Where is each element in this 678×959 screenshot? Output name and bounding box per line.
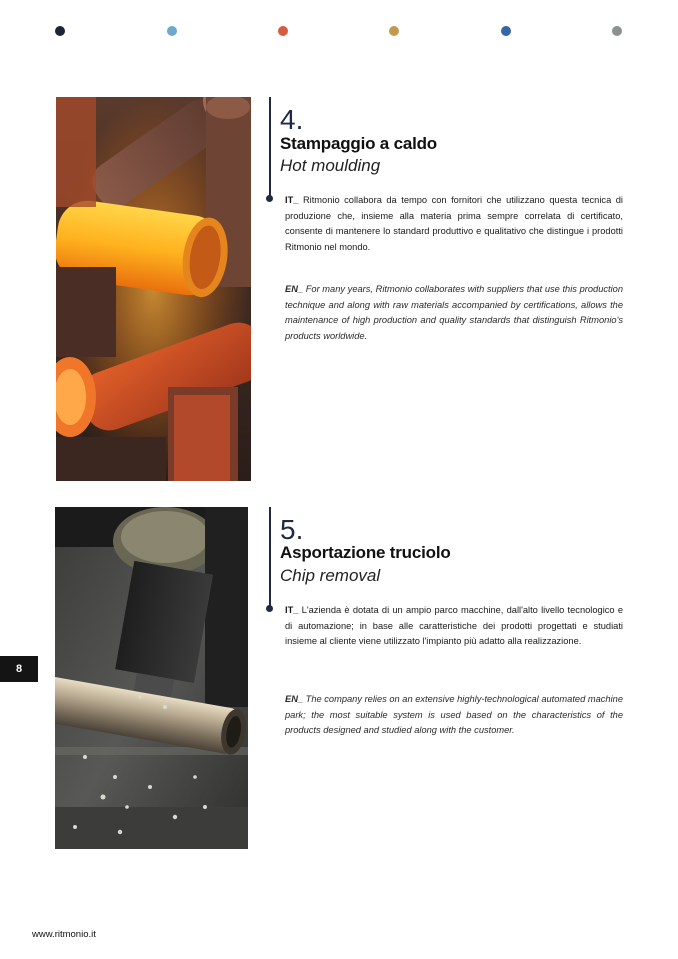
nav-dot-1 xyxy=(55,26,65,36)
section4-bullet xyxy=(266,195,273,202)
nav-dot-2 xyxy=(167,26,177,36)
chip-removal-photo xyxy=(55,507,248,849)
section4-number: 4. xyxy=(280,104,304,135)
nav-dot-6 xyxy=(612,26,622,36)
section4-title-it: Stampaggio a caldo xyxy=(280,134,437,153)
section4-en-body: For many years, Ritmonio collaborates with suppliers that use this production technique and along with raw materials accompanied by certifications, allows the maintenance of high production and quality standards that distinguish Ritmonio's products worldwide. xyxy=(285,284,623,342)
page-number-tab: 8 xyxy=(0,656,38,682)
section5-en-prefix: EN_ xyxy=(285,694,304,704)
section5-text-it xyxy=(285,603,623,650)
section5-title-en: Chip removal xyxy=(280,566,381,585)
section5-title-it: Asportazione truciolo xyxy=(280,543,451,562)
footer-website[interactable]: www.ritmonio.it xyxy=(32,929,96,940)
section5-number: 5. xyxy=(280,514,304,545)
section4-it-prefix: IT_ xyxy=(285,195,299,205)
section4-text-en xyxy=(285,282,623,345)
section5-it-prefix: IT_ xyxy=(285,605,299,615)
nav-dot-4 xyxy=(389,26,399,36)
hot-moulding-photo xyxy=(56,97,251,481)
section4-divider xyxy=(269,97,271,199)
nav-dot-3 xyxy=(278,26,288,36)
section5-divider xyxy=(269,507,271,609)
section4-it-body: Ritmonio collabora da tempo con fornitori che utilizzano questa tecnica di produzione che, insieme alla materia prima sempre correlata di certificato, consente di mantenere lo standard produttivo e qualitativo che distingue i prodotti Ritmonio nel mondo. xyxy=(285,195,623,253)
section5-it-body: L'azienda è dotata di un ampio parco macchine, dall'alto livello tecnologico e di automazione; in base alle caratteristiche dei prodotti progettati e studiati insieme al cliente viene utilizzato l'impianto più adatto alla realizzazione. xyxy=(285,605,623,647)
section5-en-body: The company relies on an extensive highly-technological automated machine park; the most suitable system is used based on the characteristics of the products designed and studied along with the customer. xyxy=(285,694,623,736)
nav-dot-5 xyxy=(501,26,511,36)
section4-en-prefix: EN_ xyxy=(285,284,304,294)
section4-title-en: Hot moulding xyxy=(280,156,381,175)
section5-text-en xyxy=(285,692,623,739)
section5-bullet xyxy=(266,605,273,612)
section4-text-it xyxy=(285,193,623,256)
nav-dots xyxy=(0,26,678,38)
